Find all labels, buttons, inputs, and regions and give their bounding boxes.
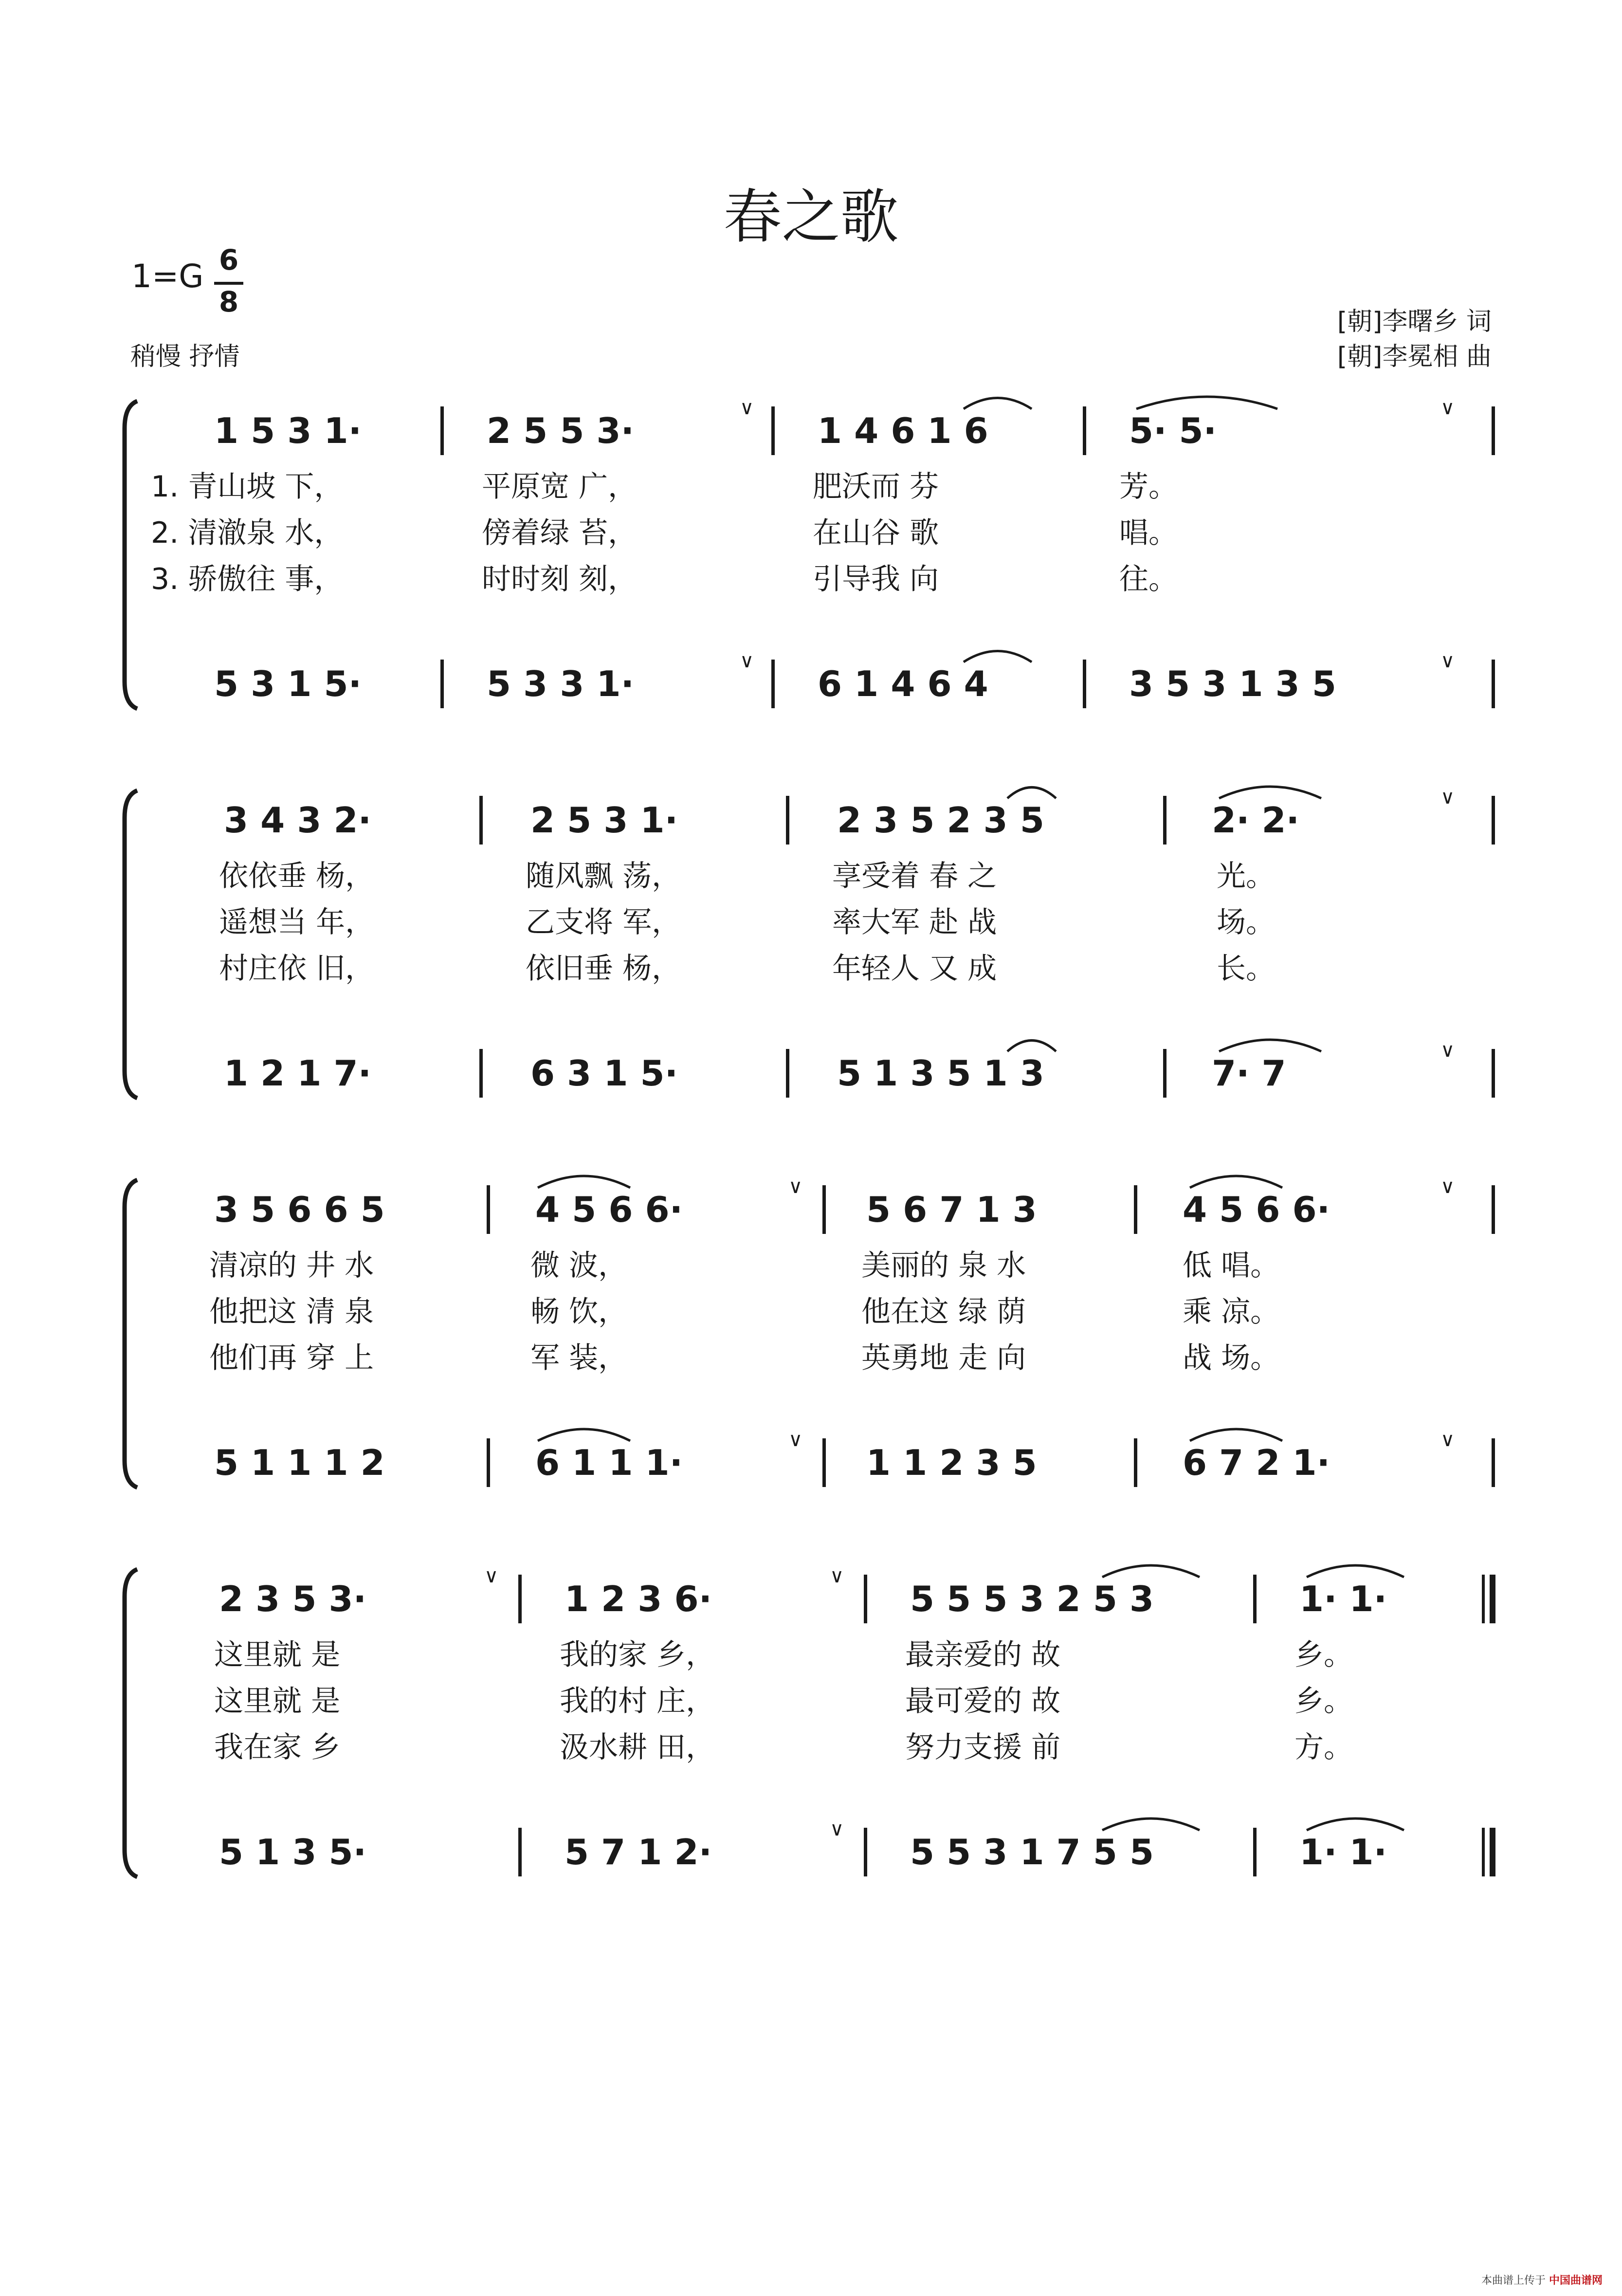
measure-lower-3: 6 1 4 6 4 bbox=[818, 663, 988, 704]
meter-bottom: 8 bbox=[219, 285, 239, 318]
lyric-v1-m1: 1. 青山坡 下， bbox=[151, 470, 344, 504]
bar-line bbox=[1492, 660, 1495, 708]
lyric-v2-m4: 乡。 bbox=[1294, 1684, 1353, 1718]
lyric-v3-m1: 他们再 穿 上 bbox=[209, 1341, 374, 1375]
bar-line bbox=[1492, 1438, 1495, 1487]
lyric-v2-m1: 这里就 是 bbox=[214, 1684, 341, 1718]
measure-upper-1: 2 3 5 3· bbox=[219, 1579, 366, 1619]
bar-line bbox=[1492, 406, 1495, 455]
meter-top: 6 bbox=[219, 243, 239, 276]
slur bbox=[535, 1168, 633, 1190]
bar-line bbox=[786, 796, 789, 845]
lyric-v2-m3: 在山谷 歌 bbox=[813, 516, 939, 550]
lyric-v1-m3: 肥沃而 芬 bbox=[813, 470, 939, 504]
measure-lower-2: 6 1 1 1· bbox=[535, 1442, 683, 1483]
system-brace bbox=[122, 1178, 141, 1489]
bar-line bbox=[1253, 1575, 1257, 1623]
lyric-v2-m1: 他把这 清 泉 bbox=[209, 1295, 374, 1329]
measure-lower-3: 1 1 2 3 5 bbox=[866, 1442, 1037, 1483]
lyric-v3-m2: 时时刻 刻， bbox=[482, 562, 638, 596]
measure-lower-4: 1· 1· bbox=[1299, 1832, 1387, 1873]
breath-mark: ∨ bbox=[1440, 1176, 1455, 1198]
lyric-v2-m4: 唱。 bbox=[1119, 516, 1178, 550]
slur bbox=[1100, 1811, 1202, 1833]
breath-mark: ∨ bbox=[1440, 397, 1455, 419]
measure-lower-1: 5 3 1 5· bbox=[214, 663, 362, 704]
lyric-v1-m1: 这里就 是 bbox=[214, 1638, 341, 1672]
slur bbox=[1100, 1558, 1202, 1580]
bar-line bbox=[1134, 1438, 1137, 1487]
bar-line bbox=[1492, 796, 1495, 845]
lyric-v1-m4: 低 唱。 bbox=[1183, 1249, 1280, 1283]
lyric-v2-m2: 傍着绿 苔， bbox=[482, 516, 638, 550]
breath-mark: ∨ bbox=[1440, 1429, 1455, 1451]
slur bbox=[961, 643, 1034, 664]
bar-line bbox=[479, 1049, 483, 1098]
lyric-v2-m1: 遥想当 年， bbox=[219, 905, 375, 939]
measure-lower-3: 5 1 3 5 1 3 bbox=[837, 1053, 1044, 1094]
lyric-v2-m2: 我的村 庄， bbox=[560, 1684, 715, 1718]
breath-mark: ∨ bbox=[1440, 786, 1455, 808]
bar-line bbox=[487, 1185, 490, 1234]
measure-lower-1: 5 1 3 5· bbox=[219, 1832, 366, 1873]
measure-lower-4: 3 5 3 1 3 5 bbox=[1129, 663, 1336, 704]
slur bbox=[535, 1421, 633, 1443]
final-barline-upper bbox=[1482, 1575, 1496, 1623]
lyric-v3-m3: 引导我 向 bbox=[813, 562, 939, 596]
bar-line bbox=[864, 1828, 867, 1876]
measure-upper-4: 2· 2· bbox=[1212, 800, 1299, 841]
lyric-v3-m4: 战 场。 bbox=[1183, 1341, 1280, 1375]
lyric-v2-m4: 场。 bbox=[1217, 905, 1275, 939]
lyric-v2-m1: 2. 清澈泉 水， bbox=[151, 516, 344, 550]
breath-mark: ∨ bbox=[788, 1176, 803, 1198]
measure-upper-2: 2 5 3 1· bbox=[530, 800, 678, 841]
measure-upper-1: 1 5 3 1· bbox=[214, 410, 362, 451]
key-signature: 1=G bbox=[131, 257, 204, 295]
measure-upper-2: 2 5 5 3· bbox=[487, 410, 634, 451]
measure-lower-4: 6 7 2 1· bbox=[1183, 1442, 1330, 1483]
measure-upper-3: 5 6 7 1 3 bbox=[866, 1189, 1037, 1230]
lyric-v2-m4: 乘 凉。 bbox=[1183, 1295, 1280, 1329]
slur bbox=[1304, 1558, 1406, 1580]
lyric-v3-m4: 往。 bbox=[1119, 562, 1178, 596]
lyric-v3-m1: 3. 骄傲往 事， bbox=[151, 562, 344, 596]
breath-mark: ∨ bbox=[788, 1429, 803, 1451]
lyric-v2-m3: 他在这 绿 荫 bbox=[861, 1295, 1026, 1329]
bar-line bbox=[1163, 796, 1166, 845]
system-brace bbox=[122, 1567, 141, 1879]
bar-line bbox=[771, 660, 775, 708]
bar-line bbox=[1492, 1185, 1495, 1234]
lyric-v3-m2: 汲水耕 田， bbox=[560, 1730, 715, 1764]
system-brace bbox=[122, 399, 141, 711]
bar-line bbox=[771, 406, 775, 455]
system-1 bbox=[0, 389, 1622, 730]
bar-line bbox=[1083, 660, 1086, 708]
slur bbox=[1134, 389, 1280, 411]
footer-prefix: 本曲谱上传于 bbox=[1481, 2275, 1546, 2287]
lyric-v3-m2: 军 装， bbox=[530, 1341, 628, 1375]
measure-lower-1: 5 1 1 1 2 bbox=[214, 1442, 385, 1483]
slur bbox=[1005, 1032, 1058, 1054]
measure-upper-4: 4 5 6 6· bbox=[1183, 1189, 1330, 1230]
measure-lower-3: 5 5 3 1 7 5 5 bbox=[910, 1832, 1154, 1873]
breath-mark: ∨ bbox=[740, 397, 754, 419]
system-brace bbox=[122, 789, 141, 1100]
bar-line bbox=[518, 1575, 522, 1623]
bar-line bbox=[786, 1049, 789, 1098]
measure-lower-2: 5 3 3 1· bbox=[487, 663, 634, 704]
slur bbox=[1217, 1032, 1324, 1054]
measure-upper-3: 2 3 5 2 3 5 bbox=[837, 800, 1044, 841]
breath-mark: ∨ bbox=[1440, 1039, 1455, 1062]
bar-line bbox=[822, 1185, 826, 1234]
measure-lower-2: 6 3 1 5· bbox=[530, 1053, 678, 1094]
bar-line bbox=[864, 1575, 867, 1623]
measure-upper-1: 3 4 3 2· bbox=[224, 800, 371, 841]
slur bbox=[1217, 779, 1324, 801]
footer-watermark bbox=[1481, 2272, 1603, 2287]
breath-mark: ∨ bbox=[830, 1818, 844, 1840]
final-barline-lower bbox=[1482, 1828, 1496, 1876]
bar-line bbox=[479, 796, 483, 845]
lyric-v2-m2: 畅 饮， bbox=[530, 1295, 628, 1329]
breath-mark: ∨ bbox=[830, 1565, 844, 1587]
meter-fraction-bar bbox=[214, 282, 243, 285]
slur bbox=[1187, 1168, 1285, 1190]
system-4 bbox=[0, 1558, 1622, 1898]
lyric-v2-m3: 率大军 赴 战 bbox=[832, 905, 997, 939]
slur bbox=[961, 389, 1034, 411]
measure-upper-3: 1 4 6 1 6 bbox=[818, 410, 988, 451]
measure-upper-1: 3 5 6 6 5 bbox=[214, 1189, 385, 1230]
system-2 bbox=[0, 779, 1622, 1120]
lyric-v1-m2: 微 波， bbox=[530, 1249, 628, 1283]
lyric-v3-m4: 方。 bbox=[1294, 1730, 1353, 1764]
measure-upper-2: 4 5 6 6· bbox=[535, 1189, 683, 1230]
bar-line bbox=[1253, 1828, 1257, 1876]
bar-line bbox=[487, 1438, 490, 1487]
lyric-v1-m4: 乡。 bbox=[1294, 1638, 1353, 1672]
bar-line bbox=[1492, 1049, 1495, 1098]
measure-lower-1: 1 2 1 7· bbox=[224, 1053, 371, 1094]
lyric-v1-m4: 芳。 bbox=[1119, 470, 1178, 504]
system-3 bbox=[0, 1168, 1622, 1509]
measure-upper-3: 5 5 5 3 2 5 3 bbox=[910, 1579, 1154, 1619]
measure-upper-4: 1· 1· bbox=[1299, 1579, 1387, 1619]
lyric-v2-m3: 最可爱的 故 bbox=[905, 1684, 1061, 1718]
slur bbox=[1005, 779, 1058, 801]
bar-line bbox=[440, 660, 444, 708]
lyric-v1-m4: 光。 bbox=[1217, 859, 1275, 893]
time-signature bbox=[214, 243, 243, 322]
measure-upper-2: 1 2 3 6· bbox=[565, 1579, 712, 1619]
lyric-v3-m4: 长。 bbox=[1217, 952, 1275, 986]
breath-mark: ∨ bbox=[484, 1565, 499, 1587]
lyric-v1-m3: 最亲爱的 故 bbox=[905, 1638, 1061, 1672]
lyric-v3-m3: 努力支援 前 bbox=[905, 1730, 1061, 1764]
lyric-v3-m3: 年轻人 又 成 bbox=[832, 952, 997, 986]
lyric-v3-m3: 英勇地 走 向 bbox=[861, 1341, 1026, 1375]
footer-brand: 中国曲谱网 bbox=[1549, 2275, 1603, 2287]
measure-lower-4: 7· 7 bbox=[1212, 1053, 1286, 1094]
composer-credit: [朝]李冕相 曲 bbox=[1337, 342, 1492, 371]
slur bbox=[1304, 1811, 1406, 1833]
breath-mark: ∨ bbox=[1440, 650, 1455, 672]
lyric-v3-m1: 村庄依 旧， bbox=[219, 952, 375, 986]
tempo-marking: 稍慢 抒情 bbox=[130, 342, 240, 371]
lyric-v1-m1: 依依垂 杨， bbox=[219, 859, 375, 893]
bar-line bbox=[1083, 406, 1086, 455]
measure-upper-4: 5· 5· bbox=[1129, 410, 1217, 451]
lyric-v3-m1: 我在家 乡 bbox=[214, 1730, 341, 1764]
breath-mark: ∨ bbox=[740, 650, 754, 672]
bar-line bbox=[822, 1438, 826, 1487]
slur bbox=[1187, 1421, 1285, 1443]
lyric-v1-m3: 享受着 春 之 bbox=[832, 859, 997, 893]
lyric-v1-m1: 清凉的 井 水 bbox=[209, 1249, 374, 1283]
lyric-v2-m2: 乙支将 军， bbox=[526, 905, 681, 939]
lyric-v3-m2: 依旧垂 杨， bbox=[526, 952, 681, 986]
bar-line bbox=[518, 1828, 522, 1876]
lyricist-credit: [朝]李曙乡 词 bbox=[1337, 307, 1492, 336]
lyric-v1-m2: 我的家 乡， bbox=[560, 1638, 715, 1672]
lyric-v1-m3: 美丽的 泉 水 bbox=[861, 1249, 1026, 1283]
song-title: 春之歌 bbox=[723, 184, 899, 251]
lyric-v1-m2: 平原宽 广， bbox=[482, 470, 638, 504]
measure-lower-2: 5 7 1 2· bbox=[565, 1832, 712, 1873]
bar-line bbox=[440, 406, 444, 455]
bar-line bbox=[1163, 1049, 1166, 1098]
bar-line bbox=[1134, 1185, 1137, 1234]
lyric-v1-m2: 随风飘 荡， bbox=[526, 859, 681, 893]
